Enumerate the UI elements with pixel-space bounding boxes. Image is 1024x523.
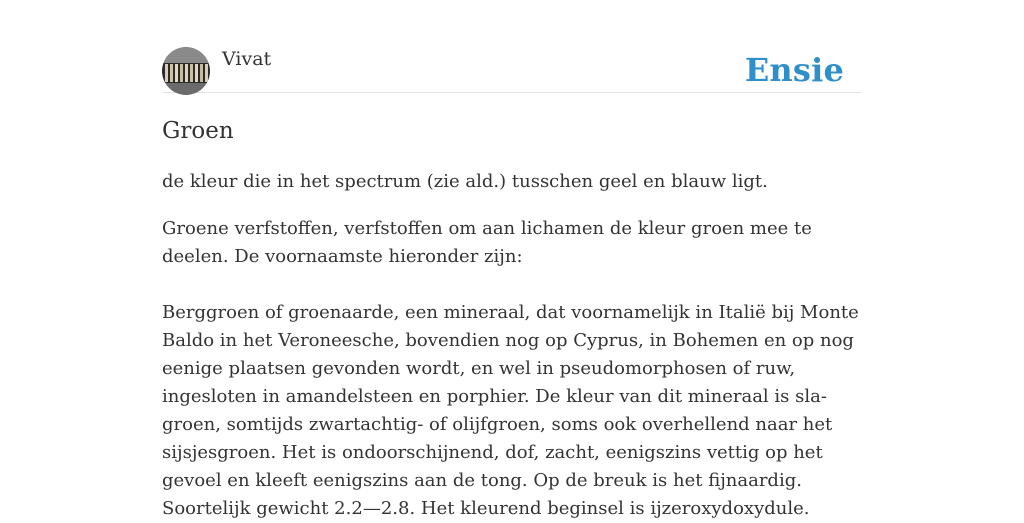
article-page xyxy=(162,0,862,519)
header xyxy=(162,0,862,93)
paragraph-berggroen: Berggroen of groenaarde, een mineraal, dat voornamelijk in Italië bij Monte Baldo in het Veroneesche, bovendien nog op Cyprus, in Bohemen en op nog eenige plaatsen gevonden wordt, en wel in pseudomorphosen of ruw, ingesloten in amandelsteen en porphier. De kleur van dit mineraal is sla-groen, somtijds zwartachtig- of olijfgroen, soms ook overhellend naar het sijsjesgroen. Het is ondoorschijnend, dof, zacht, eenigszins vettig op het gevoel en kleeft eenigszins aan de tong. Op de breuk is het fijnaardig. Soortelijk gewicht 2.2—2.8. Het kleurend beginsel is ijzeroxydoxydule. xyxy=(162,302,859,519)
paragraph-intro: Groene verfstoffen, verfstoffen om aan lichamen de kleur groen mee te deelen. De voornaamste hieronder zijn: xyxy=(162,218,812,267)
author-name[interactable]: Vivat xyxy=(222,48,272,70)
paragraph-definition: de kleur die in het spectrum (zie ald.) tusschen geel en blauw ligt. xyxy=(162,171,768,192)
article-body xyxy=(162,168,862,523)
article-title: Groen xyxy=(162,118,234,144)
brand-logo[interactable]: Ensie xyxy=(744,51,844,89)
author-avatar[interactable] xyxy=(162,47,210,95)
